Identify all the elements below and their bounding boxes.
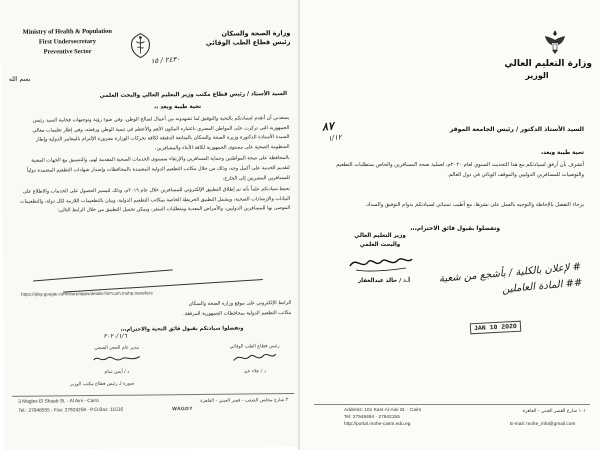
pen-underline (33, 269, 173, 281)
signatory-quarantine (82, 344, 152, 376)
handwritten-date: ١/١٢ (327, 133, 343, 143)
greeting: تحية طيبة وبعد، (540, 150, 584, 156)
handwritten-ref: ٢٤٣٠ / ١٥ (150, 55, 181, 66)
body-paragraph: بالمحافظة على صحة المواطنين وحماية المسافرين والإرتقاء بمستوى الخدمات الصحية المقدمة لهم، والتنسيق مع الجهات المعنية لتقديم الخدمة على أكمل وجه، وذلك من خلال مكاتب التطعيم الدولية المعتمدة بالمحافظات وإصدار شهادات التطعيم المعتمدة دولياً للمسافرين المصريين إلى الخارج، (26, 155, 290, 182)
letterhead-ar (170, 29, 290, 48)
handwritten-date: ٢٠٢٠/١/٦ (103, 332, 127, 340)
ministry-name-ar: وزارة الصحة والسكان (221, 28, 291, 38)
body-paragraph: يسعدني أن أتقدم لسيادتكم بالتحية والتوفيق لما تشهدونه من أعمال لصالح الوطن، وفي ضوء رؤية وتوجيهات فخامة السيد رئيس الجمهورية التي تركزت على المواطن المصري باعتباره المكون الأهم والأعظم في تنمية الوطن ورفعته، وفي إطار تعليمات معالي السيدة الأستاذة الدكتورة وزيرة الصحة والسكان بالمتابعة الدقيقة لكافة تحركات الوزارة بضرورة الإلتزام بالمعايير الدولية وإطار المنظومة الصحية على مستوى الجمهورية لكافة الأبناء والمسافرين، (32, 114, 290, 152)
footer-address-en: 3 Magles El Shaab St. - Al Aini - Cairo (18, 398, 99, 405)
eagle-emblem-icon (542, 28, 568, 56)
signatory-title: رئيس قطاع الطب الوقائي (229, 344, 280, 350)
footer-email-en[interactable]: E-mail: mohe_info@gmail.com (510, 422, 576, 427)
app-download-link[interactable]: https://play.google.com/store/apps/details?id=com.mohp.travellers (21, 290, 153, 297)
addressee: السيد الأستاذ الدكتور / رئيس الجامعة الموقر (449, 126, 584, 133)
minister-title-ar: الوزير (525, 71, 549, 80)
sector-ar: رئيس قطاع الطب الوقائي (205, 37, 291, 47)
footer-rule (314, 404, 590, 405)
letter-body: أتشرف بأن أرفق لسيادتكم مع هذا التحديث السنوي لعام ٢٠٢٠م، لعملية صحة المسافرين والخاص بمتطلبات التطعيم والتوصيات للمسافرين الدوليين والموقف الوبائي في دول العالم. (336, 162, 584, 178)
letter-body (17, 114, 290, 219)
undersecretary-en: First Undersecretary (38, 37, 97, 46)
sector-en: Preventive Sector (43, 48, 92, 56)
signature (82, 351, 152, 369)
footer-contact-en: Tel.: 27948555 - Fax: 27924258 - P.O.Box: 11516 (18, 407, 124, 414)
body-line: مكاتب التطعيم الدولية بمحافظات الجمهورية المرفقة. (183, 309, 292, 318)
footer-web-en[interactable]: http://portal.mohe-casm.edu.eg (344, 422, 411, 427)
signatory-name: د / علاء عيد (243, 369, 267, 375)
closing: وتفضلوا بقبول فائق الاحترام،،، (410, 226, 500, 232)
addressee: السيد الأستاذ / رئيس قطاع مكتب وزير التعليم العالي والبحث العلمي (99, 90, 288, 99)
body-paragraph: نحيط سيادتكم علماً بأنه تم إطلاق التطبيق الإلكتروني للمسافرين خلال عام ٢٠١٩م، وذلك لتيسير الحصول على الخدمات والاطلاع على البيانات والإرشادات الصحية، ويشمل التطبيق الخريطة الخاصة بمكاتب التطعيم الدولية، وبيان بالتطعيمات اللازمة لكل دولة، والتطعيمات الموصى بها للمسافرين الدوليين، والأمراض المعدية ومتطلبات السفر، ويمكن تحميل التطبيق من خلال الرابط التالي: (19, 186, 291, 214)
footer-address-ar: ١٠١ شارع القصر العيني - القاهرة (522, 409, 586, 414)
signatory-name: د / أيمن تمام (104, 369, 130, 375)
closing: وتفضلوا سيادتكم بقبول فائق التحية والاحترام،،، (120, 325, 244, 333)
signature-block (340, 232, 420, 250)
footer-address-en: Address: 101 Kasr Al-Aini St. - Cairo (344, 408, 422, 413)
signature (220, 350, 290, 369)
cc-line: صورة لـ رئيس قطاع مكتب الوزير (70, 381, 135, 388)
signatory-title: مدير عام الحجر الصحي (94, 345, 140, 352)
minister-name: أ.د / خالد عبدالغفار (357, 278, 411, 284)
footer-rule (12, 393, 294, 397)
letterhead-en (12, 27, 122, 58)
ministry-name-en: Ministry of Health & Population (22, 27, 112, 36)
handwritten-note: # لإعلان بالكلية / بأشجع من شعبة ## المادة العاملين (438, 261, 583, 296)
footer-address-ar: ٣ شارع مجلس الشعب - قصر العيني - القاهرة (200, 398, 289, 404)
signatory-preventive (220, 343, 290, 376)
ministry-name-ar: وزارة التعليم العالي (504, 59, 592, 69)
footer-phone-en: Tel: 27948484 - 27942155 (344, 415, 400, 420)
letterhead-ar (482, 58, 592, 82)
body-line: الرابط الإلكتروني على موقع وزارة الصحة والسكان (188, 299, 292, 308)
higher-education-letter (300, 0, 600, 450)
signature-title: والبحث العلمي (359, 242, 401, 248)
minister-signature (346, 252, 416, 278)
health-ministry-emblem-icon (128, 32, 152, 58)
signature-title: وزير التعليم العالي (354, 233, 406, 239)
letter-request: برجاء التفضل بالإحاطة والتوجيه بالعمل على نشرها، مع أطيب تمنياتي لسيادتكم بدوام التوفيق والسداد. (364, 202, 584, 208)
greeting: تحية طيبة وبعد ،، (154, 103, 202, 111)
basmala: بسم الله (8, 75, 31, 83)
handwritten-ref: ٨٧ (321, 119, 335, 134)
received-date-stamp: JAN 10 2020 (470, 321, 521, 335)
footer-brand: WAGDY (172, 407, 193, 413)
